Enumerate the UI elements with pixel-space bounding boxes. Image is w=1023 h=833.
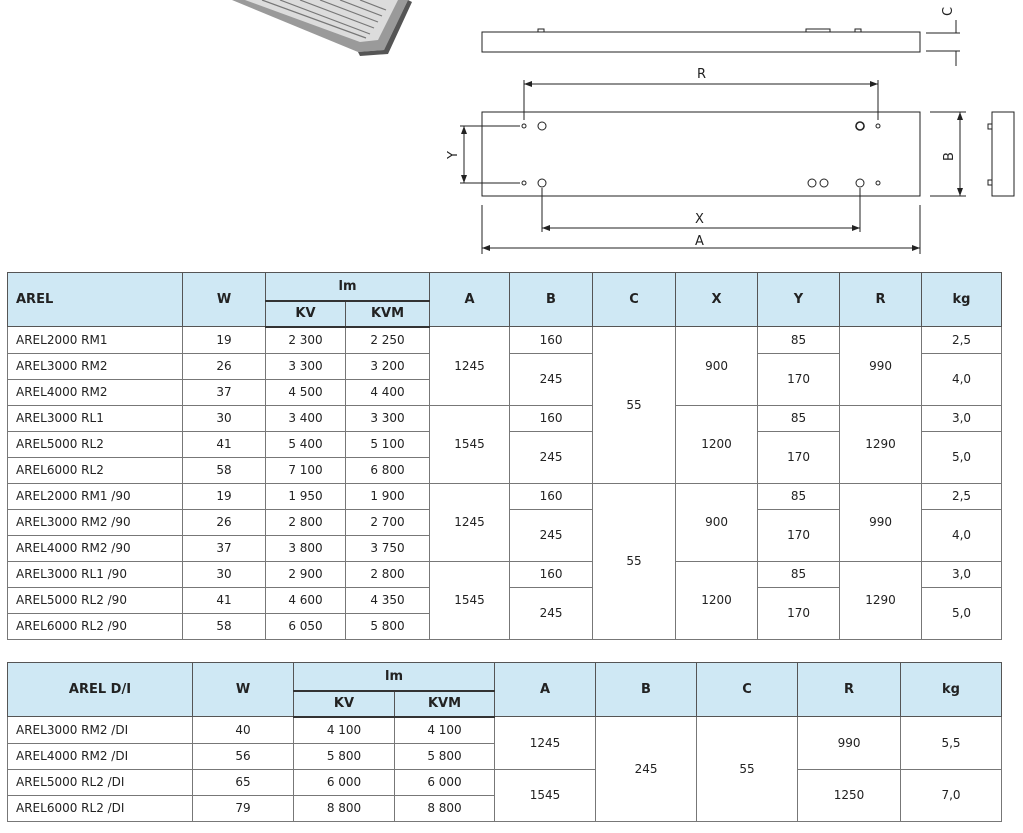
technical-drawings	[0, 0, 1023, 262]
header-w: W	[193, 663, 294, 717]
cell-kg: 5,5	[901, 717, 1002, 770]
luminaire-product-image	[232, 0, 412, 56]
header-kg: kg	[901, 663, 1002, 717]
cell-kvm: 5 800	[395, 743, 495, 769]
cell-kv: 3 300	[266, 353, 346, 379]
cell-b: 245	[510, 431, 593, 483]
table-row	[8, 769, 1002, 795]
cell-kg: 5,0	[922, 431, 1002, 483]
cell-b: 245	[510, 353, 593, 405]
header-lm: lm	[294, 663, 495, 691]
cell-kv: 1 950	[266, 483, 346, 509]
cell-a: 1245	[495, 717, 596, 770]
cell-kv: 5 800	[294, 743, 395, 769]
table-row	[8, 717, 1002, 744]
cell-name: AREL6000 RL2 /DI	[8, 795, 193, 821]
cell-kvm: 2 250	[346, 327, 430, 354]
cell-w: 37	[183, 535, 266, 561]
header-kg: kg	[922, 273, 1002, 327]
header-a: A	[495, 663, 596, 717]
cell-name: AREL4000 RM2 /DI	[8, 743, 193, 769]
cell-kg: 2,5	[922, 483, 1002, 509]
cell-kv: 3 800	[266, 535, 346, 561]
cell-kvm: 5 100	[346, 431, 430, 457]
header-c: C	[697, 663, 798, 717]
cell-r: 1290	[840, 561, 922, 639]
cell-r: 990	[840, 327, 922, 406]
cell-c: 55	[593, 327, 676, 484]
cell-w: 19	[183, 483, 266, 509]
cell-name: AREL3000 RM2	[8, 353, 183, 379]
cell-kv: 5 400	[266, 431, 346, 457]
cell-c: 55	[697, 717, 798, 822]
header-c: C	[593, 273, 676, 327]
cell-kv: 4 600	[266, 587, 346, 613]
table-row	[8, 561, 1002, 587]
cell-b: 245	[596, 717, 697, 822]
cell-name: AREL3000 RL1 /90	[8, 561, 183, 587]
header-kvm: KVM	[395, 691, 495, 717]
cell-kv: 8 800	[294, 795, 395, 821]
cell-w: 40	[193, 717, 294, 744]
dim-label-c: C	[941, 6, 956, 16]
cell-a: 1245	[430, 483, 510, 561]
table-header	[8, 663, 1002, 717]
header-y: Y	[758, 273, 840, 327]
cell-y: 85	[758, 483, 840, 509]
header-w: W	[183, 273, 266, 327]
cell-b: 160	[510, 483, 593, 509]
cell-r: 990	[840, 483, 922, 561]
cell-b: 245	[510, 509, 593, 561]
cell-name: AREL2000 RM1	[8, 327, 183, 354]
dim-label-x: X	[695, 212, 704, 227]
cell-y: 85	[758, 561, 840, 587]
cell-kvm: 6 800	[346, 457, 430, 483]
cell-w: 79	[193, 795, 294, 821]
cell-y: 85	[758, 405, 840, 431]
arel-spec-table	[7, 272, 1002, 640]
header-r: R	[798, 663, 901, 717]
cell-kvm: 3 300	[346, 405, 430, 431]
header-x: X	[676, 273, 758, 327]
cell-r: 1250	[798, 769, 901, 821]
header-kv: KV	[266, 301, 346, 327]
cell-x: 1200	[676, 405, 758, 483]
cell-y: 170	[758, 509, 840, 561]
cell-name: AREL5000 RL2 /90	[8, 587, 183, 613]
dim-label-b: B	[942, 152, 957, 161]
cell-kvm: 6 000	[395, 769, 495, 795]
cell-b: 245	[510, 587, 593, 639]
cell-kv: 4 100	[294, 717, 395, 744]
cell-kg: 3,0	[922, 561, 1002, 587]
cell-name: AREL6000 RL2 /90	[8, 613, 183, 639]
cell-kvm: 4 400	[346, 379, 430, 405]
dim-label-r: R	[697, 67, 707, 82]
table-row	[8, 327, 1002, 354]
cell-kg: 4,0	[922, 509, 1002, 561]
cell-name: AREL3000 RM2 /90	[8, 509, 183, 535]
cell-kv: 2 800	[266, 509, 346, 535]
dimension-drawing	[0, 0, 1023, 262]
header-kvm: KVM	[346, 301, 430, 327]
cell-kv: 6 050	[266, 613, 346, 639]
header-r: R	[840, 273, 922, 327]
cell-kg: 5,0	[922, 587, 1002, 639]
cell-a: 1545	[430, 561, 510, 639]
table-row	[8, 483, 1002, 509]
cell-c: 55	[593, 483, 676, 639]
header-b: B	[596, 663, 697, 717]
cell-kvm: 2 800	[346, 561, 430, 587]
cell-y: 170	[758, 587, 840, 639]
cell-kvm: 8 800	[395, 795, 495, 821]
cell-kg: 2,5	[922, 327, 1002, 354]
cell-w: 26	[183, 353, 266, 379]
cell-w: 41	[183, 587, 266, 613]
cell-kv: 3 400	[266, 405, 346, 431]
cell-w: 58	[183, 457, 266, 483]
cell-kvm: 1 900	[346, 483, 430, 509]
cell-w: 37	[183, 379, 266, 405]
header-kv: KV	[294, 691, 395, 717]
cell-r: 1290	[840, 405, 922, 483]
cell-kvm: 3 200	[346, 353, 430, 379]
header-a: A	[430, 273, 510, 327]
cell-kg: 4,0	[922, 353, 1002, 405]
cell-y: 170	[758, 431, 840, 483]
header-b: B	[510, 273, 593, 327]
header-lm: lm	[266, 273, 430, 301]
cell-kv: 2 900	[266, 561, 346, 587]
cell-a: 1245	[430, 327, 510, 406]
cell-kv: 6 000	[294, 769, 395, 795]
cell-kvm: 4 350	[346, 587, 430, 613]
cell-b: 160	[510, 327, 593, 354]
cell-kv: 4 500	[266, 379, 346, 405]
cell-w: 26	[183, 509, 266, 535]
cell-kg: 3,0	[922, 405, 1002, 431]
cell-w: 30	[183, 561, 266, 587]
dim-label-a: A	[695, 234, 704, 249]
cell-name: AREL3000 RL1	[8, 405, 183, 431]
table-row	[8, 405, 1002, 431]
cell-r: 990	[798, 717, 901, 770]
cell-w: 58	[183, 613, 266, 639]
cell-kg: 7,0	[901, 769, 1002, 821]
cell-name: AREL4000 RM2	[8, 379, 183, 405]
cell-name: AREL5000 RL2 /DI	[8, 769, 193, 795]
cell-kvm: 3 750	[346, 535, 430, 561]
cell-name: AREL6000 RL2	[8, 457, 183, 483]
cell-kvm: 5 800	[346, 613, 430, 639]
dimension-arrows	[461, 81, 963, 251]
cell-y: 170	[758, 353, 840, 405]
cell-w: 30	[183, 405, 266, 431]
header-name: AREL D/I	[8, 663, 193, 717]
header-name: AREL	[8, 273, 183, 327]
cell-name: AREL2000 RM1 /90	[8, 483, 183, 509]
dim-label-y: Y	[446, 151, 461, 159]
cell-kvm: 4 100	[395, 717, 495, 744]
cell-kv: 7 100	[266, 457, 346, 483]
cell-kvm: 2 700	[346, 509, 430, 535]
side-view	[482, 20, 960, 66]
cell-w: 56	[193, 743, 294, 769]
cell-a: 1545	[495, 769, 596, 821]
cell-kv: 2 300	[266, 327, 346, 354]
cell-name: AREL4000 RM2 /90	[8, 535, 183, 561]
cell-w: 19	[183, 327, 266, 354]
cell-y: 85	[758, 327, 840, 354]
cell-x: 900	[676, 483, 758, 561]
cell-x: 1200	[676, 561, 758, 639]
cell-name: AREL3000 RM2 /DI	[8, 717, 193, 744]
cell-b: 160	[510, 405, 593, 431]
arel-di-spec-table	[7, 662, 1002, 822]
cell-w: 41	[183, 431, 266, 457]
table-header	[8, 273, 1002, 327]
cell-a: 1545	[430, 405, 510, 483]
cell-w: 65	[193, 769, 294, 795]
cell-b: 160	[510, 561, 593, 587]
cell-name: AREL5000 RL2	[8, 431, 183, 457]
cell-x: 900	[676, 327, 758, 406]
